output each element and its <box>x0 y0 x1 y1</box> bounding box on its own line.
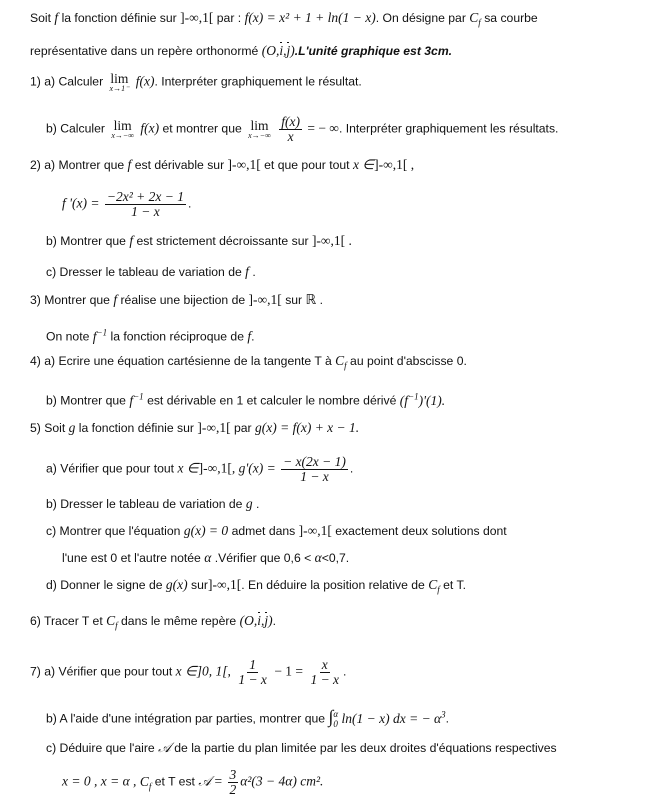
reals: ℝ <box>305 292 317 307</box>
text: est dérivable sur <box>134 158 225 172</box>
text: la fonction réciproque de <box>110 329 244 344</box>
math: = <box>214 773 223 789</box>
fraction: $\frac{\text{−2x² + 2x − 1}}{1 - x}$ <box>106 189 184 219</box>
inverse-function: $f^{-1}$ <box>129 391 144 408</box>
math: g(x) = 0 <box>183 523 229 538</box>
limit: lim x→1⁻ <box>109 71 130 93</box>
text: sur <box>191 578 208 592</box>
text: . <box>343 664 347 679</box>
text: b) A l'aide d'une intégration par parties, montrer que <box>46 711 326 726</box>
text: 3) Montrer que <box>30 293 110 307</box>
text: 1) a) Calculer <box>30 74 104 89</box>
text: est strictement décroissante sur <box>136 234 309 248</box>
math: ln(1 − x) dx = − $\alpha^3$ <box>341 709 446 726</box>
text: b) Montrer que <box>46 234 126 248</box>
integral-bounds: α 0 <box>333 709 339 730</box>
text: b) Dresser le tableau de variation de <box>46 497 243 511</box>
fraction: $\frac{3}{2}$ <box>229 767 237 797</box>
q3 <box>30 292 650 308</box>
text: la fonction définie sur <box>61 11 177 25</box>
text: est dérivable en 1 et calculer le nombre dérivé <box>147 393 397 408</box>
text: par : <box>216 11 242 25</box>
domain: ]-∞,1[ <box>207 577 242 592</box>
math: x ∈ <box>177 460 199 476</box>
text: c) Déduire que l'aire <box>46 741 155 755</box>
domain: ]-∞,1[ . <box>311 233 352 248</box>
text: 7) a) Vérifier que pour tout <box>30 664 173 679</box>
math: f(x) <box>140 120 160 136</box>
text: représentative dans un repère orthonormé <box>30 44 259 58</box>
q2-derivative <box>62 190 650 219</box>
integral-sign: ∫ <box>328 706 334 727</box>
q5-b <box>46 496 650 512</box>
domain: ]-∞,1[ <box>180 10 214 25</box>
text: . Interpréter graphiquement les résultats. <box>338 121 559 136</box>
text: b) Montrer que <box>46 393 126 408</box>
text: On note <box>46 329 90 344</box>
alpha: α <box>314 550 322 565</box>
text: et que pour tout <box>264 158 350 172</box>
q2-a <box>30 157 650 173</box>
text: et T. <box>443 578 466 592</box>
text: et T est <box>154 774 195 789</box>
text: <0,7. <box>321 551 350 565</box>
math: f <box>129 233 134 248</box>
text: b) Calculer <box>46 121 105 136</box>
q1-a <box>30 72 650 93</box>
text: . <box>188 196 192 211</box>
fraction: $\frac{1}{1 - x}$ <box>238 657 267 687</box>
fraction: $\frac{- x(2x - 1)}{1 - x}$ <box>283 454 346 484</box>
domain: ]-∞,1[ <box>298 523 332 538</box>
text: sa courbe <box>484 11 538 25</box>
curve-symbol: $C_f$ <box>469 10 481 28</box>
text: .Vérifier que 0,6 < <box>214 551 312 565</box>
math: f '(x) = <box>62 195 100 211</box>
limit: lim x→−∞ <box>111 118 134 140</box>
math: α²(3 − 4α) cm². <box>240 773 324 789</box>
text: 6) Tracer T et <box>30 614 103 628</box>
repere: (O,i,j) <box>239 613 273 628</box>
math: = − ∞ <box>307 120 339 136</box>
q4-a <box>30 353 650 374</box>
function-def: f(x) = x² + 1 + ln(1 − x) <box>244 10 376 25</box>
area-symbol: 𝒜 <box>198 773 212 789</box>
math: f <box>247 328 252 344</box>
text: . <box>251 329 255 344</box>
math: , g'(x) = <box>231 460 276 476</box>
text: exactement deux solutions dont <box>335 524 507 538</box>
derivative-number: $(f^{-1})'(1)$. <box>399 391 446 408</box>
math: g <box>68 420 76 435</box>
domain: ]-∞,1[ <box>248 292 282 307</box>
text: admet dans <box>231 524 296 538</box>
math: f <box>127 157 132 172</box>
domain: ]-∞,1[ <box>227 157 261 172</box>
repere: (O,i,j) <box>261 43 295 58</box>
text: a) Vérifier que pour tout <box>46 461 175 476</box>
text: de la partie du plan limitée par les deux droites d'équations respectives <box>174 741 557 755</box>
intro-line-2 <box>30 43 650 59</box>
text: . <box>445 711 450 726</box>
q1-b <box>46 115 650 144</box>
q4-b <box>46 388 650 409</box>
text: . <box>319 293 323 307</box>
text: l'une est 0 et l'autre notée <box>62 551 201 565</box>
math: f <box>113 292 118 307</box>
curve-symbol: $C_f$ <box>106 613 118 631</box>
text: c) Montrer que l'équation <box>46 524 181 538</box>
math: f <box>54 10 59 25</box>
fraction: $\frac{x}{1 - x}$ <box>310 657 340 687</box>
inverse-function: $f^{-1}$ <box>92 327 108 344</box>
math: − 1 = <box>274 663 304 679</box>
text: 4) a) Ecrire une équation cartésienne de la tangente T à <box>30 354 332 368</box>
text: . <box>256 497 260 511</box>
q5-a <box>46 455 650 484</box>
text: d) Donner le signe de <box>46 578 163 592</box>
text: par <box>233 421 252 435</box>
fraction: $\frac{f(x)}{x}$ <box>281 114 300 144</box>
q7-c <box>46 740 650 756</box>
q3-note <box>46 324 650 345</box>
intro-line-1 <box>30 10 650 31</box>
q5-d <box>46 577 650 598</box>
domain: ]-∞,1[ <box>198 460 232 476</box>
q7-a <box>30 658 650 687</box>
text: . Interpréter graphiquement le résultat. <box>154 74 362 89</box>
math: x = 0 , x = α , <box>62 773 137 789</box>
text: Soit <box>30 11 52 25</box>
math: f <box>245 264 249 279</box>
text: 2) a) Montrer que <box>30 158 125 172</box>
text: dans le même repère <box>121 614 237 628</box>
text: . <box>349 461 354 476</box>
q2-b <box>46 233 650 249</box>
q7-c-2 <box>62 768 650 797</box>
q7-b <box>46 706 650 729</box>
limit: lim x→−∞ <box>248 118 271 140</box>
curve-symbol: $C_f$ <box>139 773 152 792</box>
math: g(x) = f(x) + x − 1. <box>255 420 360 435</box>
q2-c <box>46 264 650 280</box>
text: la fonction définie sur <box>78 421 194 435</box>
text: au point d'abscisse 0. <box>350 354 467 368</box>
domain: ]-∞,1[ <box>197 420 231 435</box>
q5 <box>30 420 650 436</box>
text: . <box>272 614 276 628</box>
area-symbol: 𝒜 <box>158 740 171 755</box>
curve-symbol: $C_f$ <box>428 577 440 595</box>
q5-c-2 <box>62 550 650 566</box>
text: . <box>252 265 256 279</box>
math: x ∈ <box>352 157 375 172</box>
math: g <box>245 496 253 511</box>
unit-text: .L'unité graphique est 3cm. <box>294 44 453 58</box>
math: x ∈]0, 1[, <box>175 663 231 679</box>
text: c) Dresser le tableau de variation de <box>46 265 242 279</box>
text: et montrer que <box>162 121 242 136</box>
q6 <box>30 613 650 634</box>
math: f(x) <box>135 73 155 89</box>
text: . En déduire la position relative de <box>241 578 425 592</box>
domain: ]-∞,1[ , <box>374 157 415 172</box>
q5-c <box>46 523 650 539</box>
curve-symbol: $C_f$ <box>335 353 347 371</box>
text: . On désigne par <box>375 11 466 25</box>
text: 5) Soit <box>30 421 66 435</box>
text: sur <box>285 293 303 307</box>
alpha: α <box>204 550 212 565</box>
math: g(x) <box>165 577 188 592</box>
text: réalise une bijection de <box>120 293 246 307</box>
